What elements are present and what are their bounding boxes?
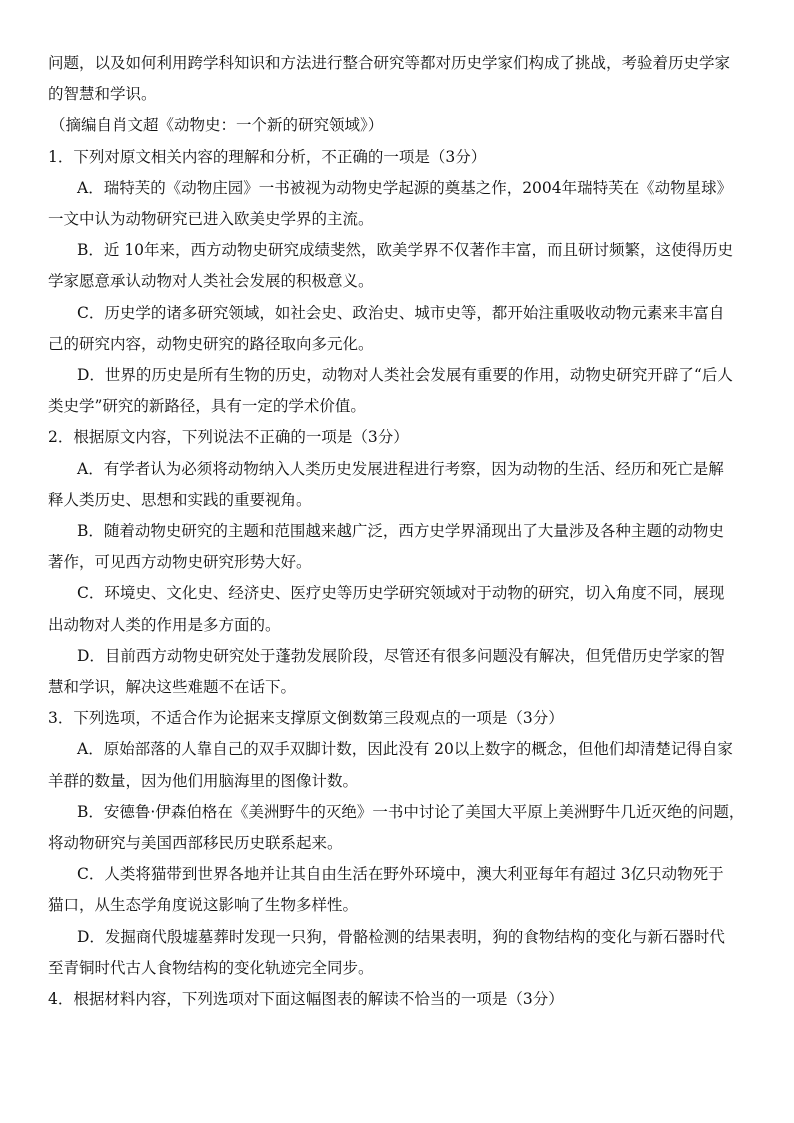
option-line: 著作，可见西方动物史研究形势大好。 bbox=[48, 553, 312, 572]
option-line: 己的研究内容，动物史研究的路径取向多元化。 bbox=[48, 334, 374, 353]
option-line: 类史学”研究的新路径，具有一定的学术价值。 bbox=[48, 397, 366, 416]
option-line: C．环境史、文化史、经济史、医疗史等历史学研究领域对于动物的研究，切入角度不同，展现 bbox=[77, 584, 725, 603]
option-line: A．有学者认为必须将动物纳入人类历史发展进程进行考察，因为动物的生活、经历和死亡是解 bbox=[77, 459, 724, 478]
option-line: 学家愿意承认动物对人类社会发展的积极意义。 bbox=[48, 272, 374, 291]
option-line: D．发掘商代殷墟墓葬时发现一只狗，骨骼检测的结果表明，狗的食物结构的变化与新石器时代 bbox=[77, 927, 725, 946]
question-stem: 2．根据原文内容，下列说法不正确的一项是（3分） bbox=[48, 428, 409, 447]
option-line: C．历史学的诸多研究领域，如社会史、政治史、城市史等，都开始注重吸收动物元素来丰富自 bbox=[77, 303, 725, 322]
option-line: B．近 10年来，西方动物史研究成绩斐然，欧美学界不仅著作丰富，而且研讨频繁，这使得历史 bbox=[77, 241, 734, 260]
option-line: A．瑞特芙的《动物庄园》一书被视为动物史学起源的奠基之作，2004年瑞特芙在《动物星球》 bbox=[77, 178, 733, 197]
option-line: 将动物研究与美国西部移民历史联系起来。 bbox=[48, 834, 343, 853]
option-line: 释人类历史、思想和实践的重要视角。 bbox=[48, 490, 312, 509]
intro-line: 的智慧和学识。 bbox=[48, 85, 157, 104]
option-line: D．目前西方动物史研究处于蓬勃发展阶段，尽管还有很多问题没有解决，但凭借历史学家的智 bbox=[77, 646, 725, 665]
option-line: B．随着动物史研究的主题和范围越来越广泛，西方史学界涌现出了大量涉及各种主题的动物史 bbox=[77, 522, 724, 541]
option-line: 一文中认为动物研究已进入欧美史学界的主流。 bbox=[48, 210, 374, 229]
option-line: 猫口，从生态学角度说这影响了生物多样性。 bbox=[48, 896, 359, 915]
option-line: D．世界的历史是所有生物的历史，动物对人类社会发展有重要的作用，动物史研究开辟了“后人 bbox=[77, 366, 733, 385]
option-line: 出动物对人类的作用是多方面的。 bbox=[48, 615, 281, 634]
option-line: 至青铜时代古人食物结构的变化轨迹完全同步。 bbox=[48, 958, 374, 977]
option-line: A．原始部落的人靠自己的双手双脚计数，因此没有 20以上数字的概念，但他们却清楚记得自家 bbox=[77, 740, 733, 759]
option-line: 羊群的数量，因为他们用脑海里的图像计数。 bbox=[48, 771, 359, 790]
option-line: 慧和学识，解决这些难题不在话下。 bbox=[48, 678, 297, 697]
source-citation: （摘编自肖文超《动物史：一个新的研究领域》） bbox=[50, 116, 384, 135]
question-stem: 4．根据材料内容，下列选项对下面这幅图表的解读不恰当的一项是（3分） bbox=[48, 990, 564, 1009]
question-stem: 3．下列选项，不适合作为论据来支撑原文倒数第三段观点的一项是（3分） bbox=[48, 709, 564, 728]
intro-line: 问题，以及如何利用跨学科知识和方法进行整合研究等都对历史学家们构成了挑战，考验着历史学家 bbox=[48, 54, 731, 72]
option-line: C．人类将猫带到世界各地并让其自由生活在野外环境中，澳大利亚每年有超过 3亿只动物死于 bbox=[77, 865, 724, 884]
document-page bbox=[48, 48, 748, 1015]
option-line: B．安德鲁·伊森伯格在《美洲野牛的灭绝》一书中讨论了美国大平原上美洲野牛几近灭绝的问题， bbox=[77, 802, 745, 821]
question-stem: 1．下列对原文相关内容的理解和分析，不正确的一项是（3分） bbox=[48, 147, 487, 166]
